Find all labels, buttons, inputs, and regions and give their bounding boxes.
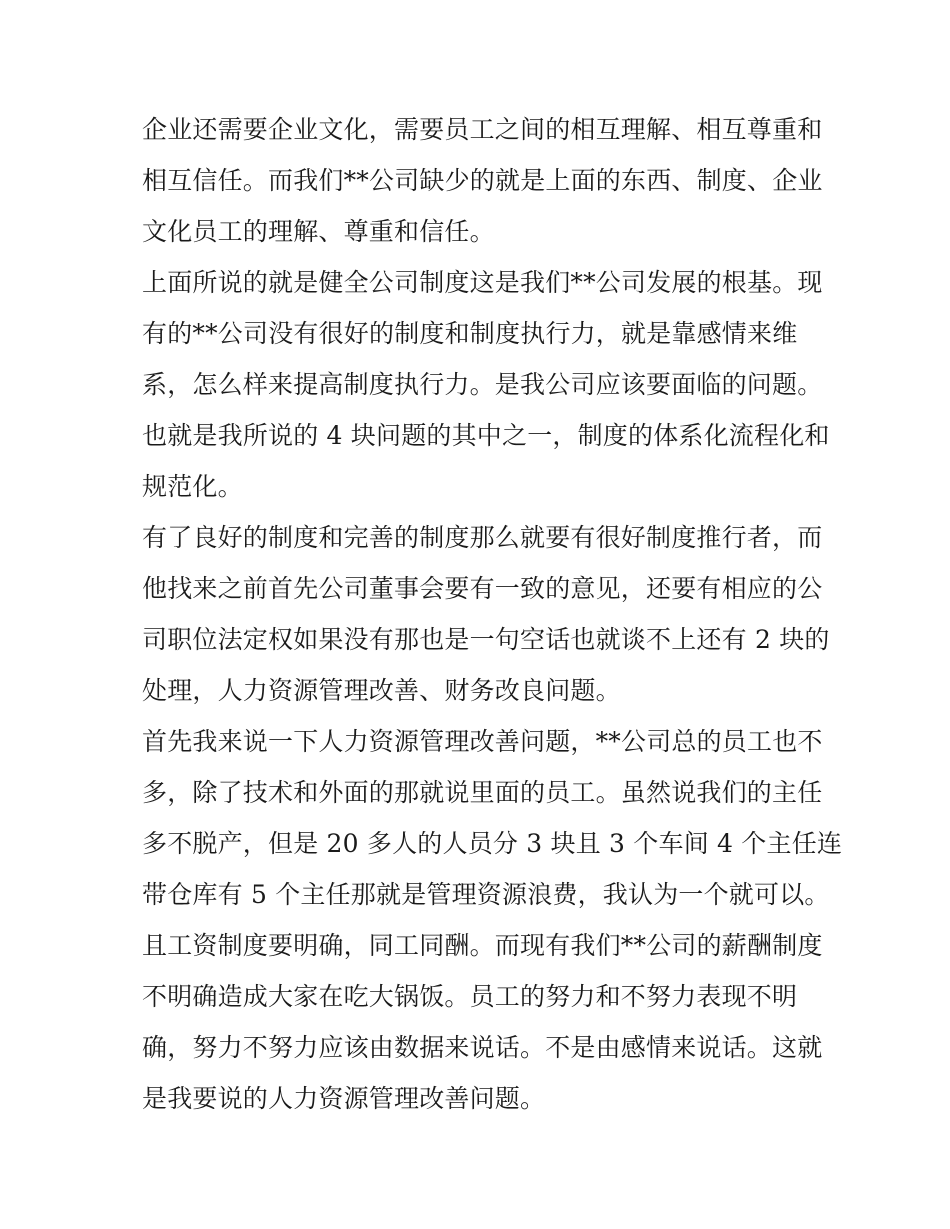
text-line: 带仓库有 5 个主任那就是管理资源浪费，我认为一个就可以。 xyxy=(142,880,830,909)
text-line: 文化员工的理解、尊重和信任。 xyxy=(142,217,495,246)
text-line: 多，除了技术和外面的那就说里面的员工。虽然说我们的主任 xyxy=(142,778,823,807)
text-line: 首先我来说一下人力资源管理改善问题，**公司总的员工也不 xyxy=(142,727,823,756)
text-line: 是我要说的人力资源管理改善问题。 xyxy=(142,1084,546,1113)
text-line: 处理，人力资源管理改善、财务改良问题。 xyxy=(142,676,621,705)
text-line: 上面所说的就是健全公司制度这是我们**公司发展的根基。现 xyxy=(142,268,823,297)
text-line: 多不脱产，但是 20 多人的人员分 3 块且 3 个车间 4 个主任连 xyxy=(142,829,843,858)
text-line: 且工资制度要明确，同工同酬。而现有我们**公司的薪酬制度 xyxy=(142,931,823,960)
text-line: 也就是我所说的 4 块问题的其中之一，制度的体系化流程化和 xyxy=(142,421,830,450)
text-line: 相互信任。而我们**公司缺少的就是上面的东西、制度、企业 xyxy=(142,166,823,195)
text-line: 司职位法定权如果没有那也是一句空话也就谈不上还有 2 块的 xyxy=(142,625,830,654)
text-line: 系，怎么样来提高制度执行力。是我公司应该要面临的问题。 xyxy=(142,370,823,399)
document-body xyxy=(142,104,843,1124)
text-line: 企业还需要企业文化，需要员工之间的相互理解、相互尊重和 xyxy=(142,115,823,144)
text-line: 有的**公司没有很好的制度和制度执行力，就是靠感情来维 xyxy=(142,319,798,348)
text-line: 规范化。 xyxy=(142,472,243,501)
text-line: 不明确造成大家在吃大锅饭。员工的努力和不努力表现不明 xyxy=(142,982,798,1011)
text-line: 他找来之前首先公司董事会要有一致的意见，还要有相应的公 xyxy=(142,574,823,603)
text-line: 确，努力不努力应该由数据来说话。不是由感情来说话。这就 xyxy=(142,1033,823,1062)
text-line: 有了良好的制度和完善的制度那么就要有很好制度推行者，而 xyxy=(142,523,823,552)
